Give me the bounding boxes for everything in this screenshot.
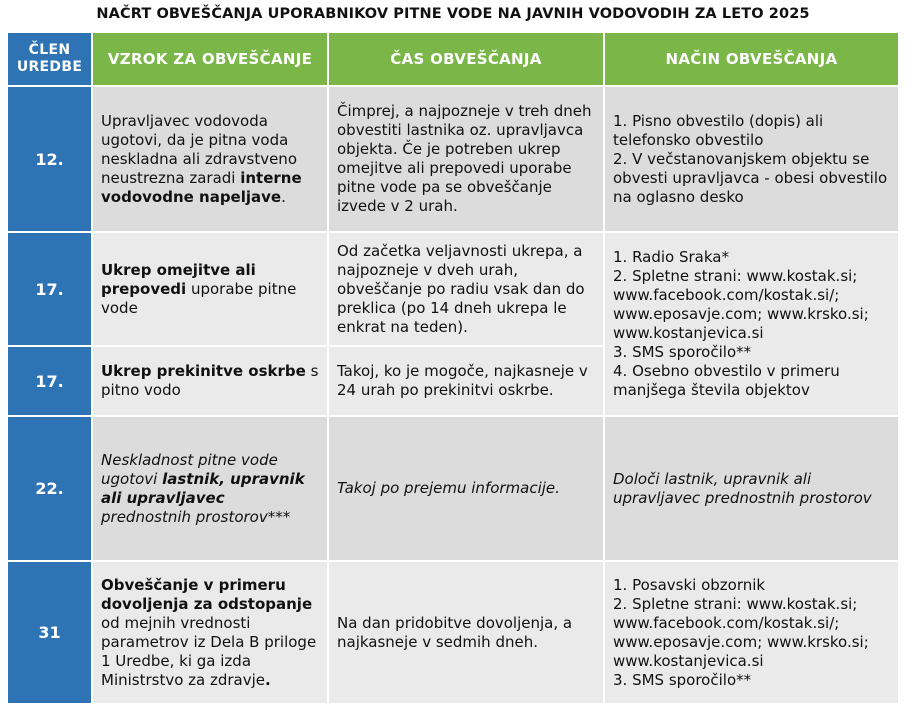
- cause-cell: Neskladnost pitne vode ugotovi lastnik, upravnik ali upravljavec prednostnih prostorov***: [92, 416, 328, 561]
- cause-cell: Obveščanje v primeru dovoljenja za odstopanje od mejnih vrednosti parametrov iz Dela B priloge 1 Uredbe, ki ga izda Ministrstvo za zdravje.: [92, 561, 328, 704]
- method-cell: 1. Pisno obvestilo (dopis) ali telefonsko obvestilo 2. V večstanovanjskem objektu se obvesti upravljavca - obesi obvestilo na oglasno desko: [604, 86, 899, 232]
- time-cell: Od začetka veljavnosti ukrepa, a najpozneje v dveh urah, obveščanje po radiu vsak dan do preklica (po 14 dneh ukrepa le enkrat na teden).: [328, 232, 604, 346]
- time-cell: Takoj po prejemu informacije.: [328, 416, 604, 561]
- header-row: [7, 32, 899, 86]
- article-number: 12.: [7, 86, 92, 232]
- time-cell: Takoj, ko je mogoče, najkasneje v 24 urah po prekinitvi oskrbe.: [328, 346, 604, 416]
- table-row: [7, 232, 899, 346]
- article-number: 31: [7, 561, 92, 704]
- method-cell: Določi lastnik, upravnik ali upravljavec prednostnih prostorov: [604, 416, 899, 561]
- time-cell: Na dan pridobitve dovoljenja, a najkasneje v sedmih dneh.: [328, 561, 604, 704]
- time-cell: Čimprej, a najpozneje v treh dneh obvestiti lastnika oz. upravljavca objekta. Če je potreben ukrep omejitve ali prepovedi uporabe pitne vode pa se obveščanje izvede v 2 urah.: [328, 86, 604, 232]
- header-nacin: NAČIN OBVEŠČANJA: [604, 32, 899, 86]
- method-cell: 1. Posavski obzornik 2. Spletne strani: www.kostak.si; www.facebook.com/kostak.si/; www.eposavje.com; www.krsko.si; www.kostanjevica.si 3. SMS sporočilo**: [604, 561, 899, 704]
- table-row: [7, 561, 899, 704]
- header-clen-uredbe: ČLEN UREDBE: [7, 32, 92, 86]
- cause-cell: Upravljavec vodovoda ugotovi, da je pitna voda neskladna ali zdravstveno neustrezna zaradi interne vodovodne napeljave.: [92, 86, 328, 232]
- article-number: 17.: [7, 232, 92, 346]
- article-number: 17.: [7, 346, 92, 416]
- document-title: NAČRT OBVEŠČANJA UPORABNIKOV PITNE VODE NA JAVNIH VODOVODIH ZA LETO 2025: [96, 6, 810, 22]
- cause-cell: Ukrep omejitve ali prepovedi uporabe pitne vode: [92, 232, 328, 346]
- table-row: [7, 416, 899, 561]
- notification-plan-table: [6, 31, 900, 705]
- method-cell: 1. Radio Sraka* 2. Spletne strani: www.kostak.si; www.facebook.com/kostak.si/; www.eposavje.com; www.krsko.si; www.kostanjevica.si 3. SMS sporočilo** 4. Osebno obvestilo v primeru manjšega števila objektov: [604, 232, 899, 416]
- cause-cell: Ukrep prekinitve oskrbe s pitno vodo: [92, 346, 328, 416]
- article-number: 22.: [7, 416, 92, 561]
- header-vzrok: VZROK ZA OBVEŠČANJE: [92, 32, 328, 86]
- table-row: [7, 86, 899, 232]
- header-cas: ČAS OBVEŠČANJA: [328, 32, 604, 86]
